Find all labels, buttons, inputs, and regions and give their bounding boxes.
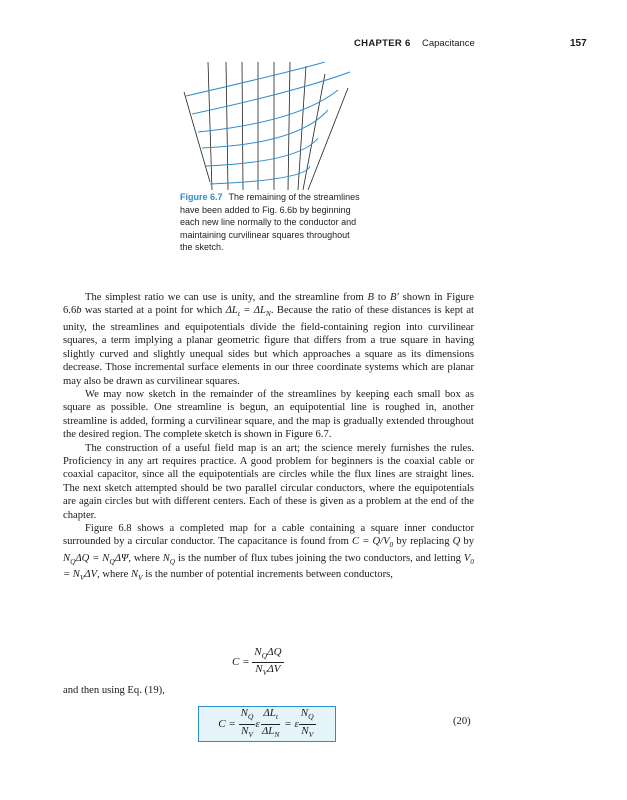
paragraph: We may now sketch in the remainder of the streamlines by keeping each small box as square as possible. One streamline is begun, an equipotential line is roughed in, another streamline is added, forming a curvilinear square, and the map is gradually extended throughout the desired region. The complete sketch is shown in Figure 6.7.: [63, 388, 474, 441]
figure-caption: [180, 191, 360, 254]
equation-capacitance-flux: C = $\frac{N_Q\Delta Q}{N_V\Delta V}$: [232, 646, 282, 678]
chapter-label: CHAPTER 6: [354, 38, 411, 49]
paragraph: The construction of a useful field map is an art; the science merely furnishes the rules. Proficiency in any art requires practice. A good problem for beginners is the coaxial cable or coaxial capacitor, since all the equipotentials are circles while the flux lines are straight lines. The next sketch attempted should be two parallel circular conductors, where the equipotentials are again circles but with different centers. Each of these is given as a problem at the end of the chapter.: [63, 442, 474, 521]
paragraph: Figure 6.8 shows a completed map for a cable containing a square inner conductor surrounded by a circular conductor. The capacitance is found from $C = Q/V_0$ by replacing Q by $N_Q\Delta Q = N_Q\Delta\Psi$, where $N_Q$ is the number of flux tubes joining the two conductors, and letting $V_0 = N_V\Delta V$, where $N_V$ is the number of potential increments between conductors,: [63, 523, 474, 583]
caption-text: The remaining of the streamlines have been added to Fig. 6.6b by beginning each new line normally to the conductor and maintaining curvilinear squares throughout the sketch.: [180, 192, 360, 253]
body-text: [63, 291, 474, 585]
streamline: [288, 62, 290, 190]
paragraph: The simplest ratio we can use is unity, and the streamline from B to B′ shown in Figure 6.6b was started at a point for which $\Delta L_t = \Delta L_N$. Because the ratio of these distances is kept at unity, the streamlines and equipotentials divide the field-containing region into curvilinear squares, a term implying a planar geometric figure that differs from a true square in having slightly curved and slightly unequal sides but which approaches a square as its dimensions decrease. Those incremental surface elements in our three coordinate systems which are planar may also be drawn as curvilinear squares.: [63, 292, 474, 387]
equation-20-box: C = $\frac{N_Q}{N_V}$ ε $\frac{\Delta L_t}{\Delta L_N}$ = ε $\frac{N_Q}{N_V}$: [198, 706, 336, 742]
figure-label: Figure 6.7: [180, 192, 223, 202]
streamline: [303, 74, 325, 190]
equipotential: [210, 166, 310, 184]
equipotential-lines: [186, 62, 350, 184]
streamline: [184, 92, 210, 182]
equation-lead-text: and then using Eq. (19),: [63, 685, 165, 696]
streamline: [208, 62, 212, 190]
streamline: [226, 62, 228, 190]
running-header: [0, 38, 627, 52]
equation-number: (20): [453, 716, 471, 727]
field-map-figure: [170, 62, 370, 190]
streamline: [308, 88, 348, 190]
chapter-title: Capacitance: [422, 38, 475, 49]
page-number: 157: [570, 38, 587, 49]
equipotential: [192, 72, 350, 114]
